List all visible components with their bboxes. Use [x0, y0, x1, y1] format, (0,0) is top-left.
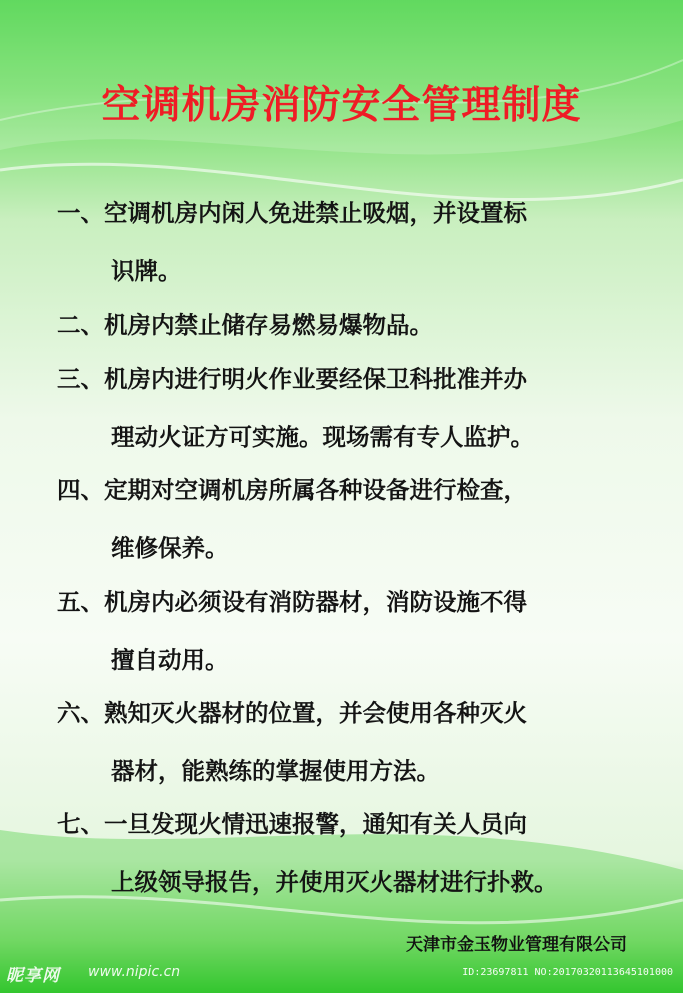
rule-line: 一、空调机房内闲人免进禁止吸烟，并设置标	[57, 199, 527, 227]
rule-line: 维修保养。	[111, 534, 229, 562]
rule-line: 器材，能熟练的掌握使用方法。	[111, 757, 440, 785]
rule-line: 上级领导报告，并使用灭火器材进行扑救。	[111, 868, 558, 896]
rule-line: 七、一旦发现火情迅速报警，通知有关人员向	[57, 810, 527, 838]
rule-item-7	[57, 795, 647, 911]
rule-item-1	[57, 184, 647, 300]
rule-line: 三、机房内进行明火作业要经保卫科批准并办	[57, 365, 527, 393]
rule-item-2	[57, 296, 647, 354]
watermark-logo: 昵享网	[6, 966, 60, 986]
watermark-url: www.nipic.cn	[88, 964, 181, 980]
rule-item-3	[57, 350, 647, 466]
rule-item-6	[57, 684, 647, 800]
rule-line: 理动火证方可实施。现场需有专人监护。	[111, 423, 534, 451]
rule-line: 四、定期对空调机房所属各种设备进行检查，	[57, 476, 527, 504]
rule-line: 识牌。	[111, 257, 182, 285]
page-title: 空调机房消防安全管理制度	[101, 83, 582, 128]
rule-item-4	[57, 461, 647, 577]
company-name: 天津市金玉物业管理有限公司	[406, 935, 627, 955]
rule-line: 六、熟知灭火器材的位置，并会使用各种灭火	[57, 699, 527, 727]
rule-line: 五、机房内必须设有消防器材，消防设施不得	[57, 588, 527, 616]
rule-item-5	[57, 573, 647, 689]
rule-line: 擅自动用。	[111, 646, 229, 674]
rule-line: 二、机房内禁止储存易燃易爆物品。	[57, 311, 433, 339]
watermark-id: ID:23697811 NO:20170320113645101000	[462, 967, 673, 978]
